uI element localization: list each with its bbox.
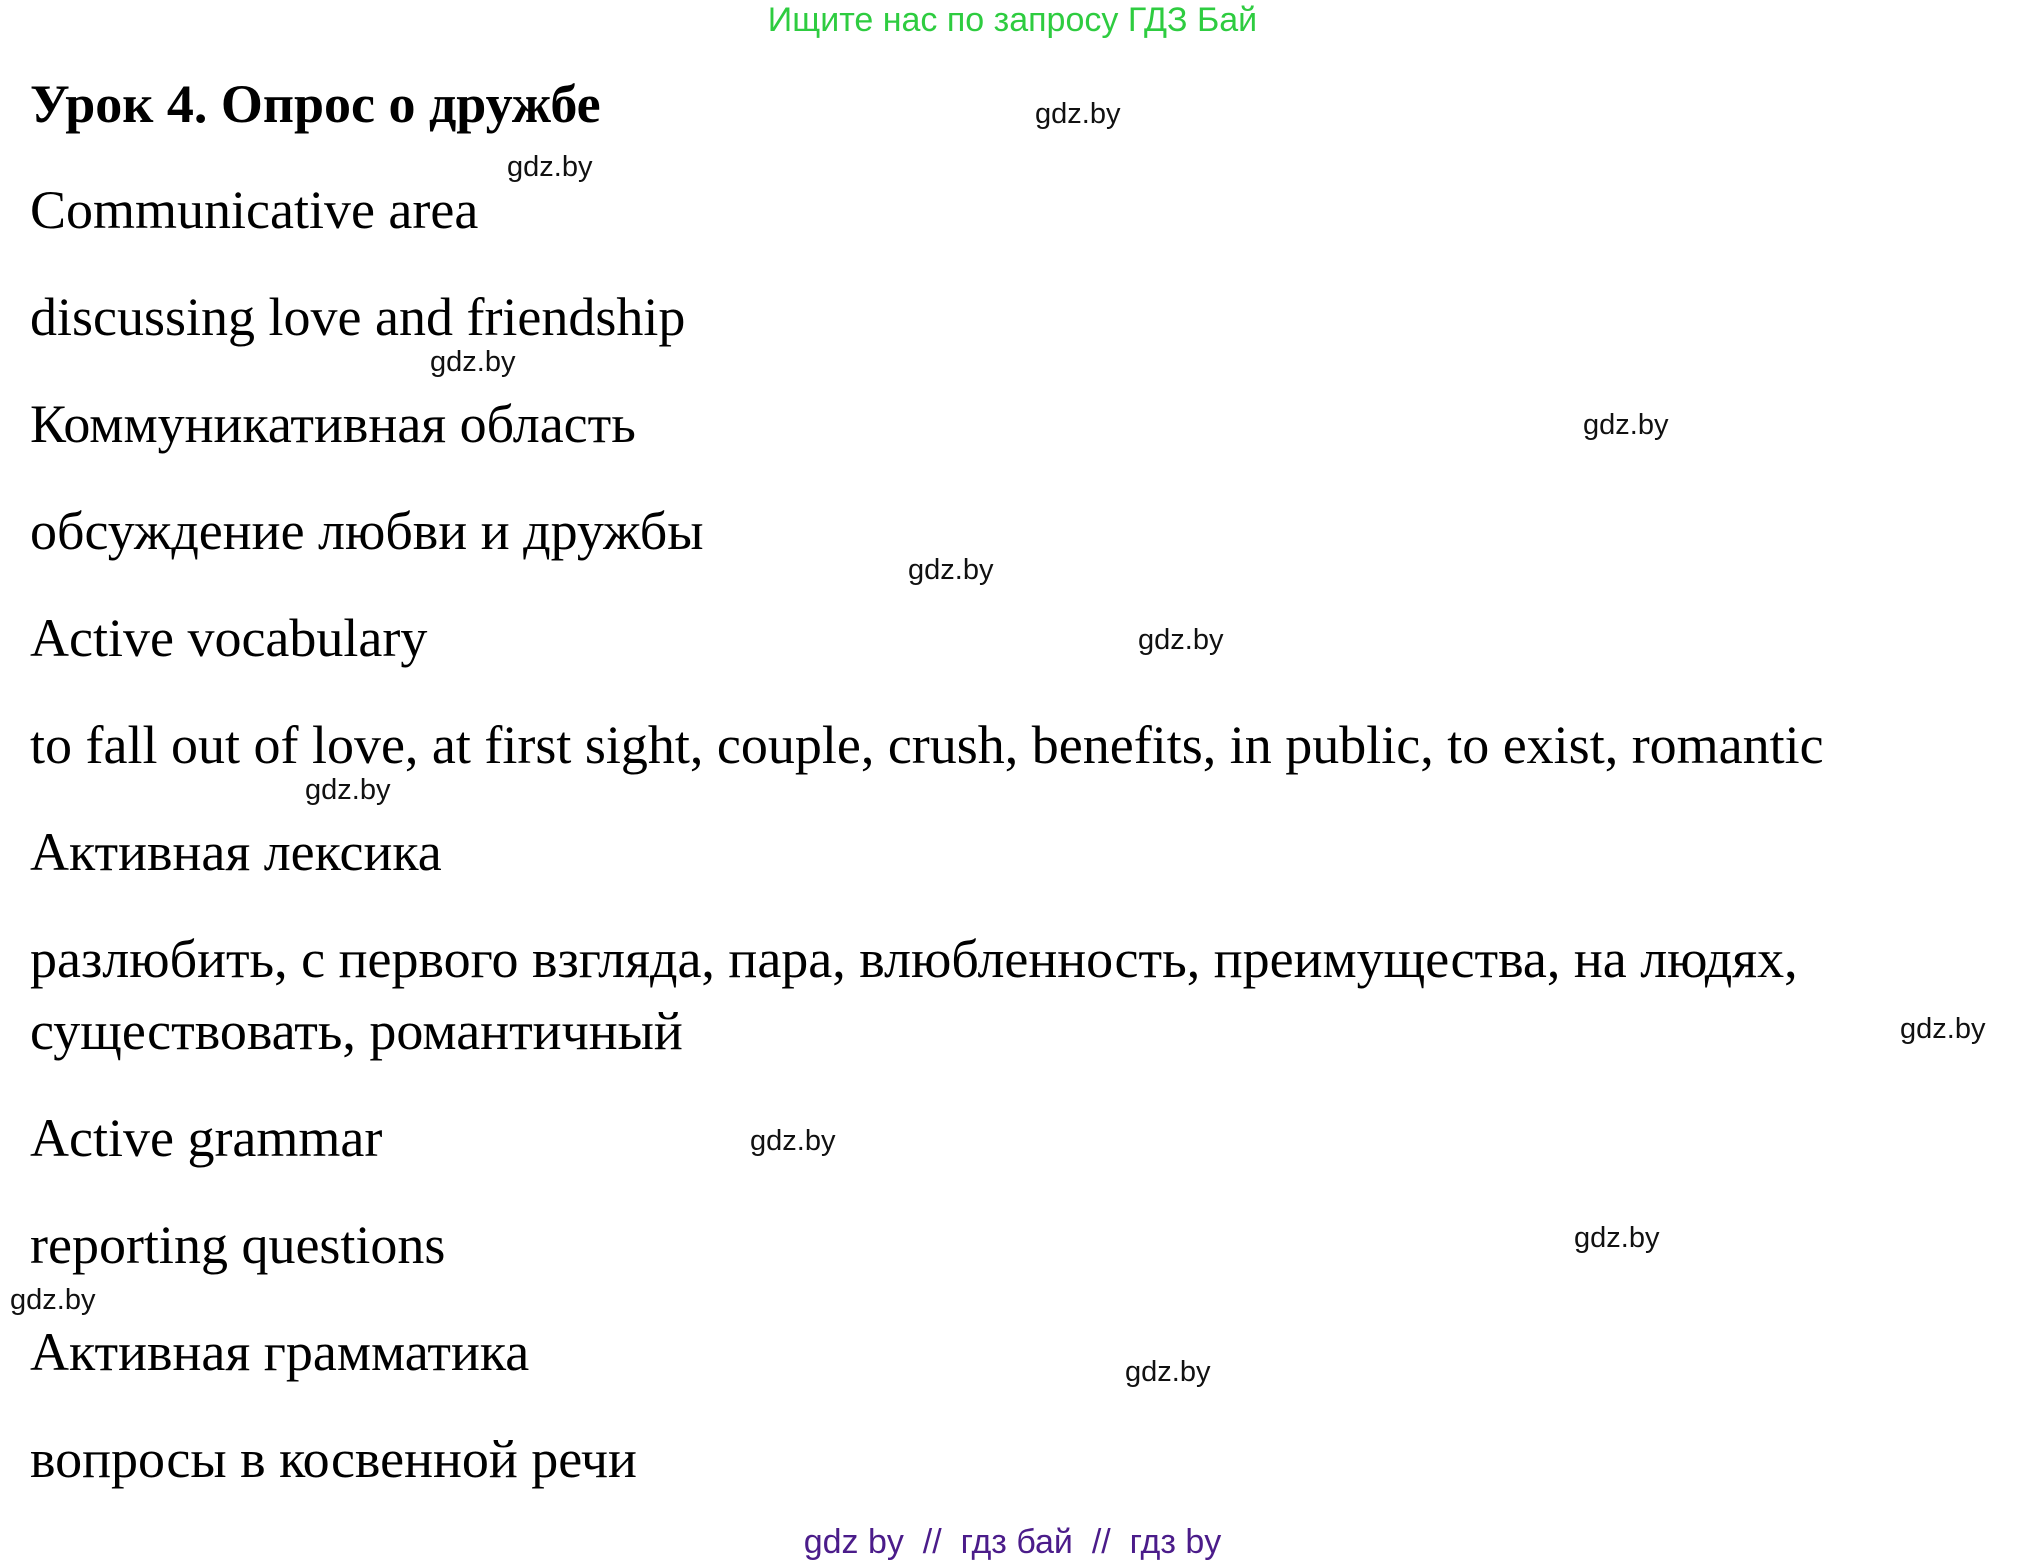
communicative-area-text-ru: обсуждение любви и дружбы <box>30 501 704 561</box>
bottom-banner: gdz by // гдз бай // гдз by <box>803 1523 1222 1561</box>
section-heading-active-vocabulary: Active vocabulary <box>30 608 428 668</box>
watermark: gdz.by <box>430 346 516 378</box>
watermark: gdz.by <box>1138 624 1224 656</box>
lesson-title: Урок 4. Опрос о дружбе <box>30 74 601 134</box>
active-grammar-text-ru: вопросы в косвенной речи <box>30 1429 637 1489</box>
watermark: gdz.by <box>750 1125 836 1157</box>
watermark: gdz.by <box>10 1284 96 1316</box>
section-heading-active-vocabulary-ru: Активная лексика <box>30 822 442 882</box>
section-heading-active-grammar-ru: Активная грамматика <box>30 1322 530 1382</box>
watermark: gdz.by <box>1035 98 1121 130</box>
active-vocabulary-text-ru-line2: существовать, романтичный <box>30 1001 683 1061</box>
section-heading-active-grammar: Active grammar <box>30 1108 383 1168</box>
watermark: gdz.by <box>908 554 994 586</box>
watermark: gdz.by <box>1583 409 1669 441</box>
section-heading-communicative-area: Communicative area <box>30 180 479 240</box>
top-banner: Ищите нас по запросу ГДЗ Бай <box>767 1 1258 39</box>
watermark: gdz.by <box>1574 1222 1660 1254</box>
communicative-area-text: discussing love and friendship <box>30 287 686 347</box>
active-grammar-text: reporting questions <box>30 1215 446 1275</box>
active-vocabulary-text: to fall out of love, at first sight, couple, crush, benefits, in public, to exist, romantic <box>30 715 1824 775</box>
active-vocabulary-text-ru-line1: разлюбить, с первого взгляда, пара, влюбленность, преимущества, на людях, <box>30 929 1798 989</box>
watermark: gdz.by <box>1900 1013 1986 1045</box>
watermark: gdz.by <box>1125 1356 1211 1388</box>
section-heading-communicative-area-ru: Коммуникативная область <box>30 394 636 454</box>
watermark: gdz.by <box>305 774 391 806</box>
watermark: gdz.by <box>507 151 593 183</box>
